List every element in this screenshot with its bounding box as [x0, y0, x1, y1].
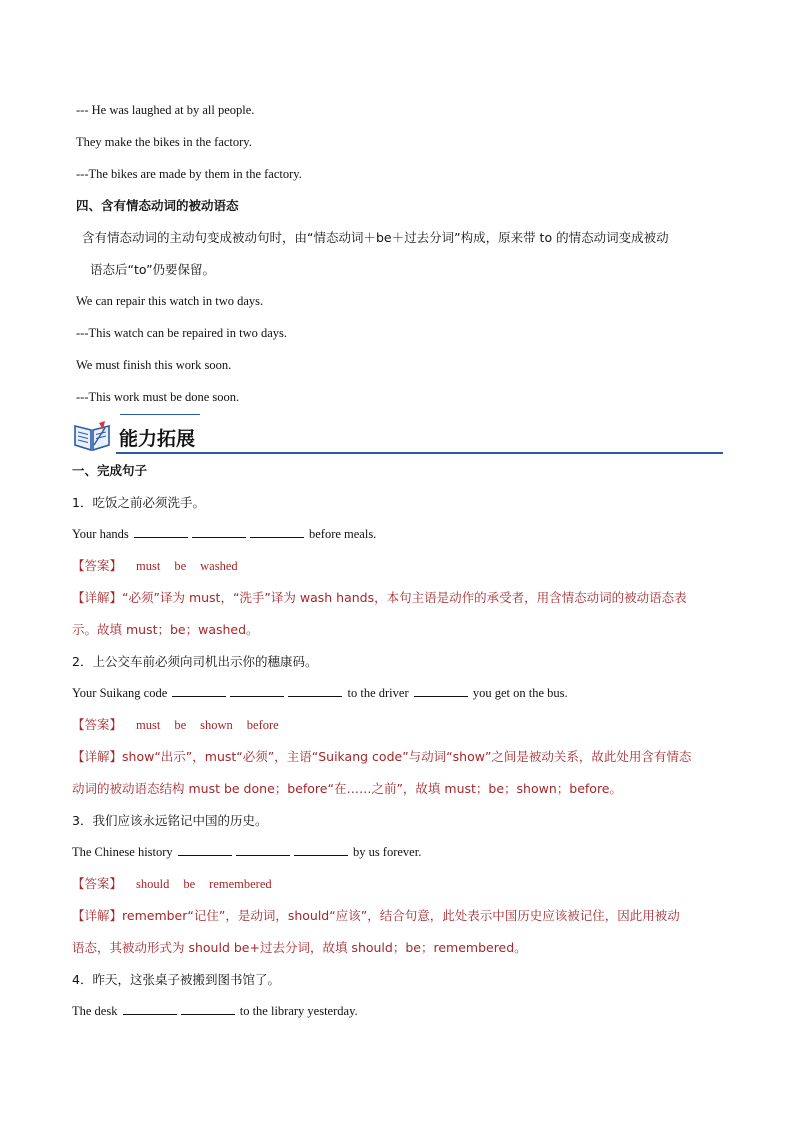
example-active-4: We must finish this work soon.	[76, 358, 232, 372]
answer-blank	[236, 844, 290, 856]
answer-word: should	[136, 877, 170, 891]
answer-word: must	[136, 559, 161, 573]
sentence-part: by us forever.	[352, 845, 422, 859]
example-passive-2: ---The bikes are made by them in the factory.	[76, 167, 302, 181]
answer-blank	[178, 844, 232, 856]
question-1-answer	[72, 558, 238, 574]
sentence-part: before meals.	[308, 527, 377, 541]
answer-word: washed	[200, 559, 238, 573]
question-4-prompt: 4．昨天，这张桌子被搬到图书馆了。	[72, 972, 280, 987]
rule-line-1: 含有情态动词的主动句变成被动句时，由“情态动词＋be＋过去分词”构成，原来带 to 的情态动词变成被动	[82, 230, 669, 245]
question-1-sentence	[72, 526, 376, 542]
question-2-detail	[72, 749, 691, 765]
sentence-part: Your hands	[72, 527, 129, 541]
example-active-2: They make the bikes in the factory.	[76, 135, 252, 149]
answer-blank	[230, 685, 284, 697]
sentence-part: The Chinese history	[72, 845, 173, 859]
answer-blank	[294, 844, 348, 856]
question-3-detail	[72, 908, 680, 924]
answer-word: must	[136, 718, 161, 732]
answer-blank	[414, 685, 468, 697]
detail-label: 【详解】	[72, 749, 123, 764]
answer-blank	[250, 526, 304, 538]
question-2-prompt: 2．上公交车前必须向司机出示你的穗康码。	[72, 654, 318, 669]
question-1-detail	[72, 590, 687, 606]
heading-modal-passive: 四、含有情态动词的被动语态	[76, 198, 239, 213]
question-2-answer	[72, 717, 279, 733]
rule-line-2: 语态后“to”仍要保留。	[90, 262, 216, 277]
sentence-part: to the driver	[347, 686, 409, 700]
subheading-complete-sentences: 一、完成句子	[72, 463, 148, 478]
answer-word: be	[174, 718, 187, 732]
sentence-part: The desk	[72, 1004, 118, 1018]
answer-blank	[192, 526, 246, 538]
question-3-prompt: 3．我们应该永远铭记中国的历史。	[72, 813, 268, 828]
detail-text: show“出示”，must“必须”，主语“Suikang code”与动词“show”之间是被动关系，故此处用含有情态	[122, 749, 692, 764]
question-3-answer	[72, 876, 272, 892]
detail-label: 【详解】	[72, 908, 123, 923]
sentence-part: you get on the bus.	[472, 686, 568, 700]
question-3-sentence	[72, 844, 421, 860]
answer-word: be	[174, 559, 187, 573]
example-passive-1: --- He was laughed at by all people.	[76, 103, 255, 117]
answer-label: 【答案】	[72, 717, 123, 732]
section-title: 能力拓展	[119, 428, 196, 450]
answer-label: 【答案】	[72, 558, 123, 573]
section-divider	[116, 452, 723, 454]
answer-word: before	[246, 718, 279, 732]
sentence-part: Your Suikang code	[72, 686, 168, 700]
example-passive-3: ---This watch can be repaired in two days.	[76, 326, 288, 340]
question-3-detail-cont: 语态，其被动形式为 should be+过去分词，故填 should；be；remembered。	[72, 940, 527, 955]
question-4-sentence	[72, 1003, 358, 1019]
detail-text: “必须”译为 must，“洗手”译为 wash hands，本句主语是动作的承受者，用含情态动词的被动语态表	[122, 590, 687, 605]
answer-word: be	[183, 877, 196, 891]
section-top-line	[120, 414, 200, 415]
answer-label: 【答案】	[72, 876, 123, 891]
section-header	[72, 412, 723, 456]
answer-blank	[134, 526, 188, 538]
answer-blank	[181, 1003, 235, 1015]
detail-text: remember“记住”，是动词，should“应该”，结合句意，此处表示中国历史应该被记住，因此用被动	[122, 908, 680, 923]
question-2-sentence	[72, 685, 568, 701]
answer-word: shown	[200, 718, 233, 732]
answer-blank	[123, 1003, 177, 1015]
answer-blank	[172, 685, 226, 697]
open-book-icon	[72, 418, 112, 452]
answer-blank	[288, 685, 342, 697]
sentence-part: to the library yesterday.	[239, 1004, 358, 1018]
example-active-3: We can repair this watch in two days.	[76, 294, 264, 308]
detail-label: 【详解】	[72, 590, 123, 605]
question-1-prompt: 1．吃饭之前必须洗手。	[72, 495, 205, 510]
question-2-detail-cont: 动词的被动语态结构 must be done；before“在……之前”，故填 must；be；shown；before。	[72, 781, 623, 796]
example-passive-4: ---This work must be done soon.	[76, 390, 240, 404]
question-1-detail-cont: 示。故填 must；be；washed。	[72, 622, 259, 637]
answer-word: remembered	[209, 877, 272, 891]
